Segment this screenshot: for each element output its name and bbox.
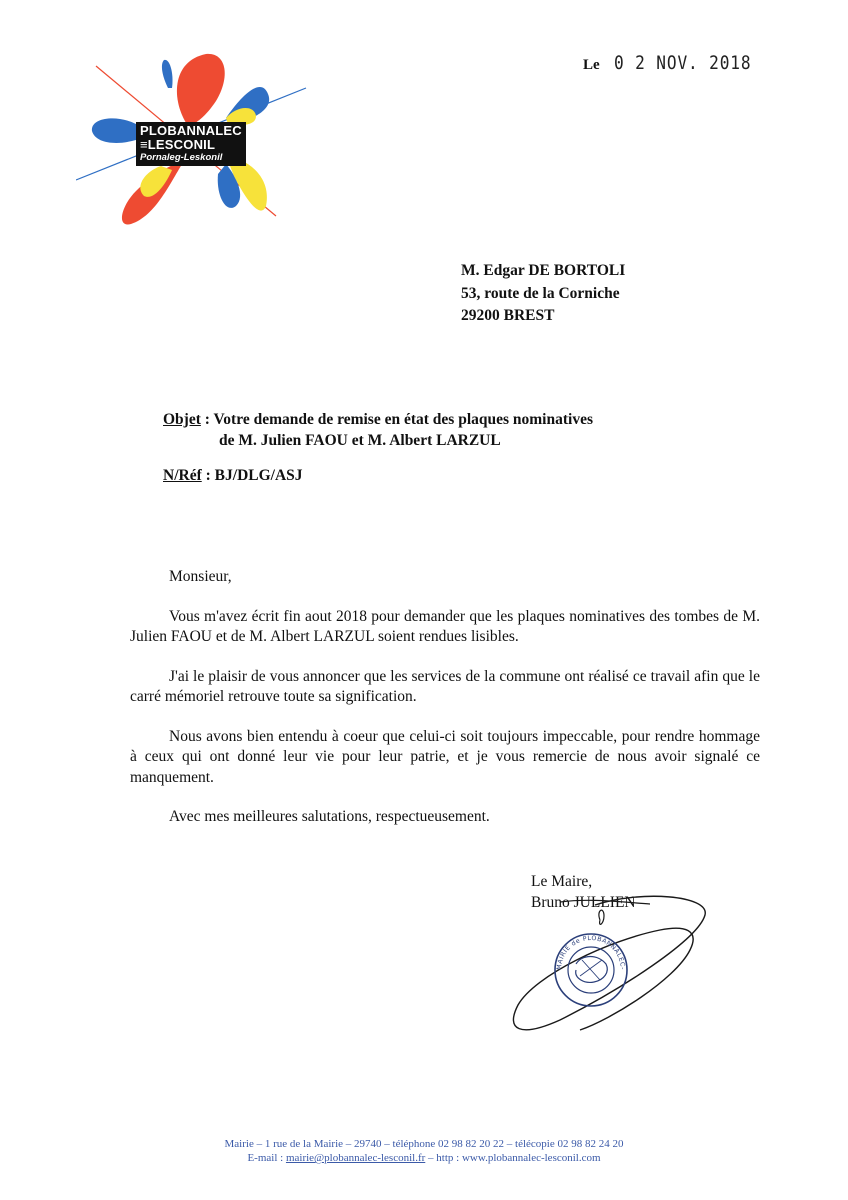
footer-email-label: E-mail : (247, 1152, 286, 1164)
footer-email-link[interactable]: mairie@plobannalec-lesconil.fr (285, 1152, 426, 1164)
signatory-name: Bruno JULLIEN (531, 893, 636, 911)
letter-reference (163, 467, 303, 485)
footer-contact (0, 1151, 848, 1165)
svg-text:MAIRIE de PLOBANNALEC-LESCONIL (500, 880, 626, 970)
logo-wordmark (136, 122, 246, 166)
footer-web-link[interactable]: www.plobannalec-lesconil.com (461, 1152, 601, 1164)
recipient-street: 53, route de la Corniche (461, 284, 620, 302)
signature-icon (500, 880, 720, 1050)
subject-line2: de M. Julien FAOU et M. Albert LARZUL (219, 432, 501, 449)
signature-and-seal (500, 880, 720, 1050)
official-seal-icon (500, 880, 627, 1006)
logo-name-line2: ≡LESCONIL (140, 137, 216, 152)
body-paragraph-1: Vous m'avez écrit fin aout 2018 pour demander que les plaques nominatives des tombes de M. Julien FAOU et de M. Albert LARZUL soient rendues lisibles. (130, 607, 760, 645)
footer-address: Mairie – 1 rue de la Mairie – 29740 – téléphone 02 98 82 20 22 – télécopie 02 98 82 24 20 (224, 1138, 624, 1150)
letter-subject (163, 409, 593, 451)
reference-separator: : (201, 467, 215, 484)
letter-body (130, 567, 760, 847)
signatory-title: Le Maire, (531, 873, 593, 890)
letter-footer (0, 1137, 848, 1165)
seal-text: MAIRIE de PLOBANNALEC- (555, 934, 627, 971)
subject-label: Objet (163, 411, 201, 428)
reference-value: BJ/DLG/ASJ (214, 467, 303, 484)
subject-line1: Votre demande de remise en état des plaques nominatives (213, 411, 593, 428)
logo-name-line1: PLOBANNALEC (140, 123, 242, 138)
salutation: Monsieur, (169, 568, 232, 585)
subject-separator: : (200, 411, 214, 428)
recipient-city: 29200 BREST (461, 307, 555, 324)
footer-web-label: – http : (425, 1152, 462, 1164)
recipient-name: M. Edgar DE BORTOLI (461, 262, 626, 279)
reference-label: N/Réf (163, 467, 202, 484)
municipality-logo (76, 46, 312, 236)
closing-formula: Avec mes meilleures salutations, respectueusement. (169, 808, 490, 825)
recipient-address (461, 260, 625, 328)
body-paragraph-2: J'ai le plaisir de vous annoncer que les services de la commune ont réalisé ce travail afin que le carré mémoriel retrouve toute sa signification. (130, 667, 760, 705)
body-paragraph-3: Nous avons bien entendu à coeur que celui-ci soit toujours impeccable, pour rendre hommage à ceux qui ont donné leur vie pour leur patrie, et je vous remercie de nous avoir signalé ce manquement. (130, 727, 760, 786)
letter-date (583, 52, 775, 74)
logo-breton-name: Pornaleg-Leskonil (140, 152, 223, 163)
date-stamp: 0 2 NOV. 2018 (613, 52, 752, 74)
date-label: Le (583, 57, 600, 73)
